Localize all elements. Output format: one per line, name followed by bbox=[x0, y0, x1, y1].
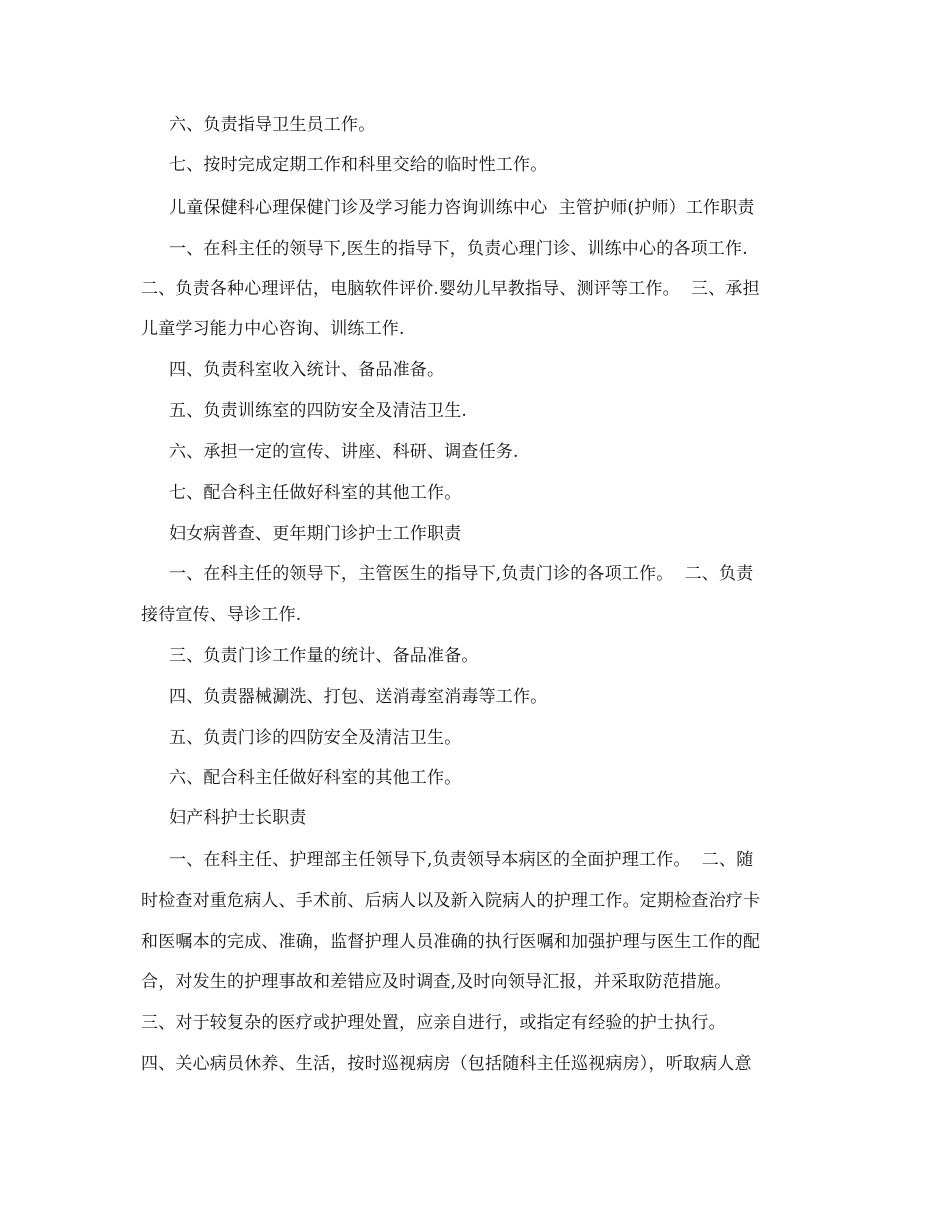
paragraph-line: 七、配合科主任做好科室的其他工作。 bbox=[169, 483, 462, 503]
paragraph-line: 四、关心病员休养、生活，按时巡视病房（包括随科主任巡视病房），听取病人意 bbox=[141, 1054, 752, 1074]
section-heading: 妇女病普查、更年期门诊护士工作职责 bbox=[169, 524, 462, 544]
paragraph-line: 一、在科主任的领导下，主管医生的指导下,负责门诊的各项工作。 二、负责 bbox=[169, 564, 754, 584]
paragraph-line: 儿童学习能力中心咨询、训练工作. bbox=[141, 319, 405, 339]
paragraph-line: 时检查对重危病人、手术前、后病人以及新入院病人的护理工作。定期检查治疗卡 bbox=[141, 891, 761, 911]
paragraph-line: 一、在科主任的领导下,医生的指导下，负责心理门诊、训练中心的各项工作. bbox=[169, 239, 748, 259]
paragraph-line: 四、负责科室收入统计、备品准备。 bbox=[169, 360, 445, 380]
paragraph-line: 接待宣传、导诊工作. bbox=[141, 605, 302, 625]
paragraph-line: 五、负责门诊的四防安全及清洁卫生。 bbox=[169, 728, 462, 748]
paragraph-line: 四、负责器械涮洗、打包、送消毒室消毒等工作。 bbox=[169, 687, 548, 707]
paragraph-line: 一、在科主任、护理部主任领导下,负责领导本病区的全面护理工作。 二、随 bbox=[169, 850, 754, 870]
paragraph-line: 六、配合科主任做好科室的其他工作。 bbox=[169, 768, 462, 788]
paragraph-line: 五、负责训练室的四防安全及清洁卫生. bbox=[169, 401, 468, 421]
paragraph-line: 合，对发生的护理事故和差错应及时调查,及时向领导汇报，并采取防范措施。 bbox=[141, 972, 732, 992]
paragraph-line: 七、按时完成定期工作和科里交给的临时性工作。 bbox=[169, 155, 548, 175]
paragraph-line: 和医嘱本的完成、准确，监督护理人员准确的执行医嘱和加强护理与医生工作的配 bbox=[141, 932, 761, 952]
paragraph-line: 三、负责门诊工作量的统计、备品准备。 bbox=[169, 646, 479, 666]
paragraph-line: 六、负责指导卫生员工作。 bbox=[169, 115, 376, 135]
paragraph-line: 三、对于较复杂的医疗或护理处置，应亲自进行，或指定有经验的护士执行。 bbox=[141, 1013, 726, 1033]
paragraph-line: 二、负责各种心理评估，电脑软件评价.婴幼儿早教指导、测评等工作。 三、承担 bbox=[141, 279, 760, 299]
section-heading: 妇产科护士长职责 bbox=[169, 808, 307, 828]
section-heading: 儿童保健科心理保健门诊及学习能力咨询训练中心 主管护师(护师）工作职责 bbox=[169, 198, 755, 218]
paragraph-line: 六、承担一定的宣传、讲座、科研、调查任务. bbox=[169, 442, 519, 462]
